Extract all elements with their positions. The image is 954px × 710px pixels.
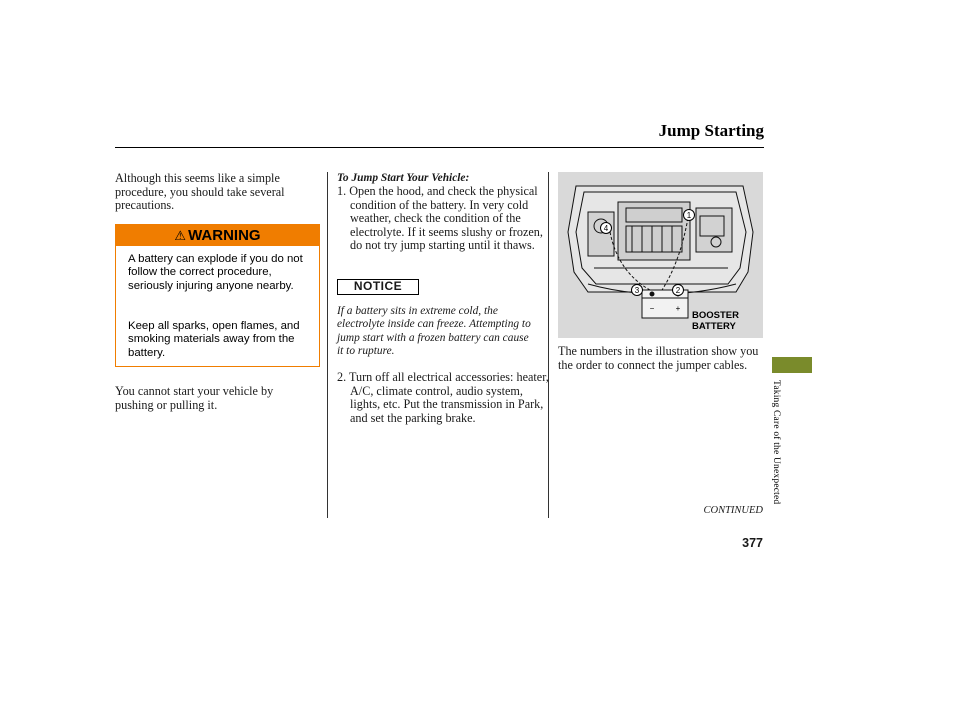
continued-label: CONTINUED [703, 505, 763, 516]
engine-bay-illustration [558, 172, 763, 338]
intro-paragraph: Although this seems like a simple procedure, you should take several precautions. [115, 171, 285, 213]
warning-paragraph-1: A battery can explode if you do not follow the correct procedure, seriously injuring anyone nearby. [128, 253, 303, 292]
notice-text: If a battery sits in extreme cold, the electrolyte inside can freeze. Attempting to jump start with a frozen battery can cause it to rupture. [337, 305, 531, 358]
marker-1: 1 [686, 211, 692, 220]
page-number: 377 [742, 536, 763, 550]
marker-2: 2 [675, 286, 681, 295]
illustration-caption: The numbers in the illustration show you the order to connect the jumper cables. [558, 344, 759, 372]
marker-4: 4 [603, 224, 609, 233]
section-tab-label: Taking Care of the Unexpected [771, 380, 781, 505]
warning-paragraph-2: Keep all sparks, open flames, and smoking materials away from the battery. [128, 320, 300, 359]
booster-label-line-1: BOOSTER [692, 310, 739, 321]
warning-box [115, 224, 320, 367]
booster-battery-label [692, 310, 739, 332]
column-divider-1 [327, 172, 328, 518]
booster-minus-sign: − [649, 304, 655, 313]
warning-label: WARNING [188, 227, 261, 244]
booster-label-line-2: BATTERY [692, 321, 736, 332]
page-title: Jump Starting [658, 121, 764, 140]
procedure-heading: To Jump Start Your Vehicle: [337, 172, 470, 184]
step-1: 1. Open the hood, and check the physical condition of the battery. In very cold weather, check the condition of the electrolyte. If it seems slushy or frozen, do not try jump starting until it thaws. [337, 184, 543, 253]
step-2: 2. Turn off all electrical accessories: heater, A/C, climate control, audio system, lights, etc. Put the transmission in Park, and set the parking brake. [337, 370, 549, 425]
marker-3: 3 [634, 286, 640, 295]
notice-label: NOTICE [337, 279, 419, 295]
push-note-paragraph: You cannot start your vehicle by pushing or pulling it. [115, 384, 274, 412]
warning-triangle-icon: ⚠ [174, 228, 187, 243]
booster-plus-sign: + [675, 304, 681, 313]
header-rule [115, 147, 764, 148]
warning-header [116, 225, 319, 246]
section-tab [772, 357, 812, 373]
